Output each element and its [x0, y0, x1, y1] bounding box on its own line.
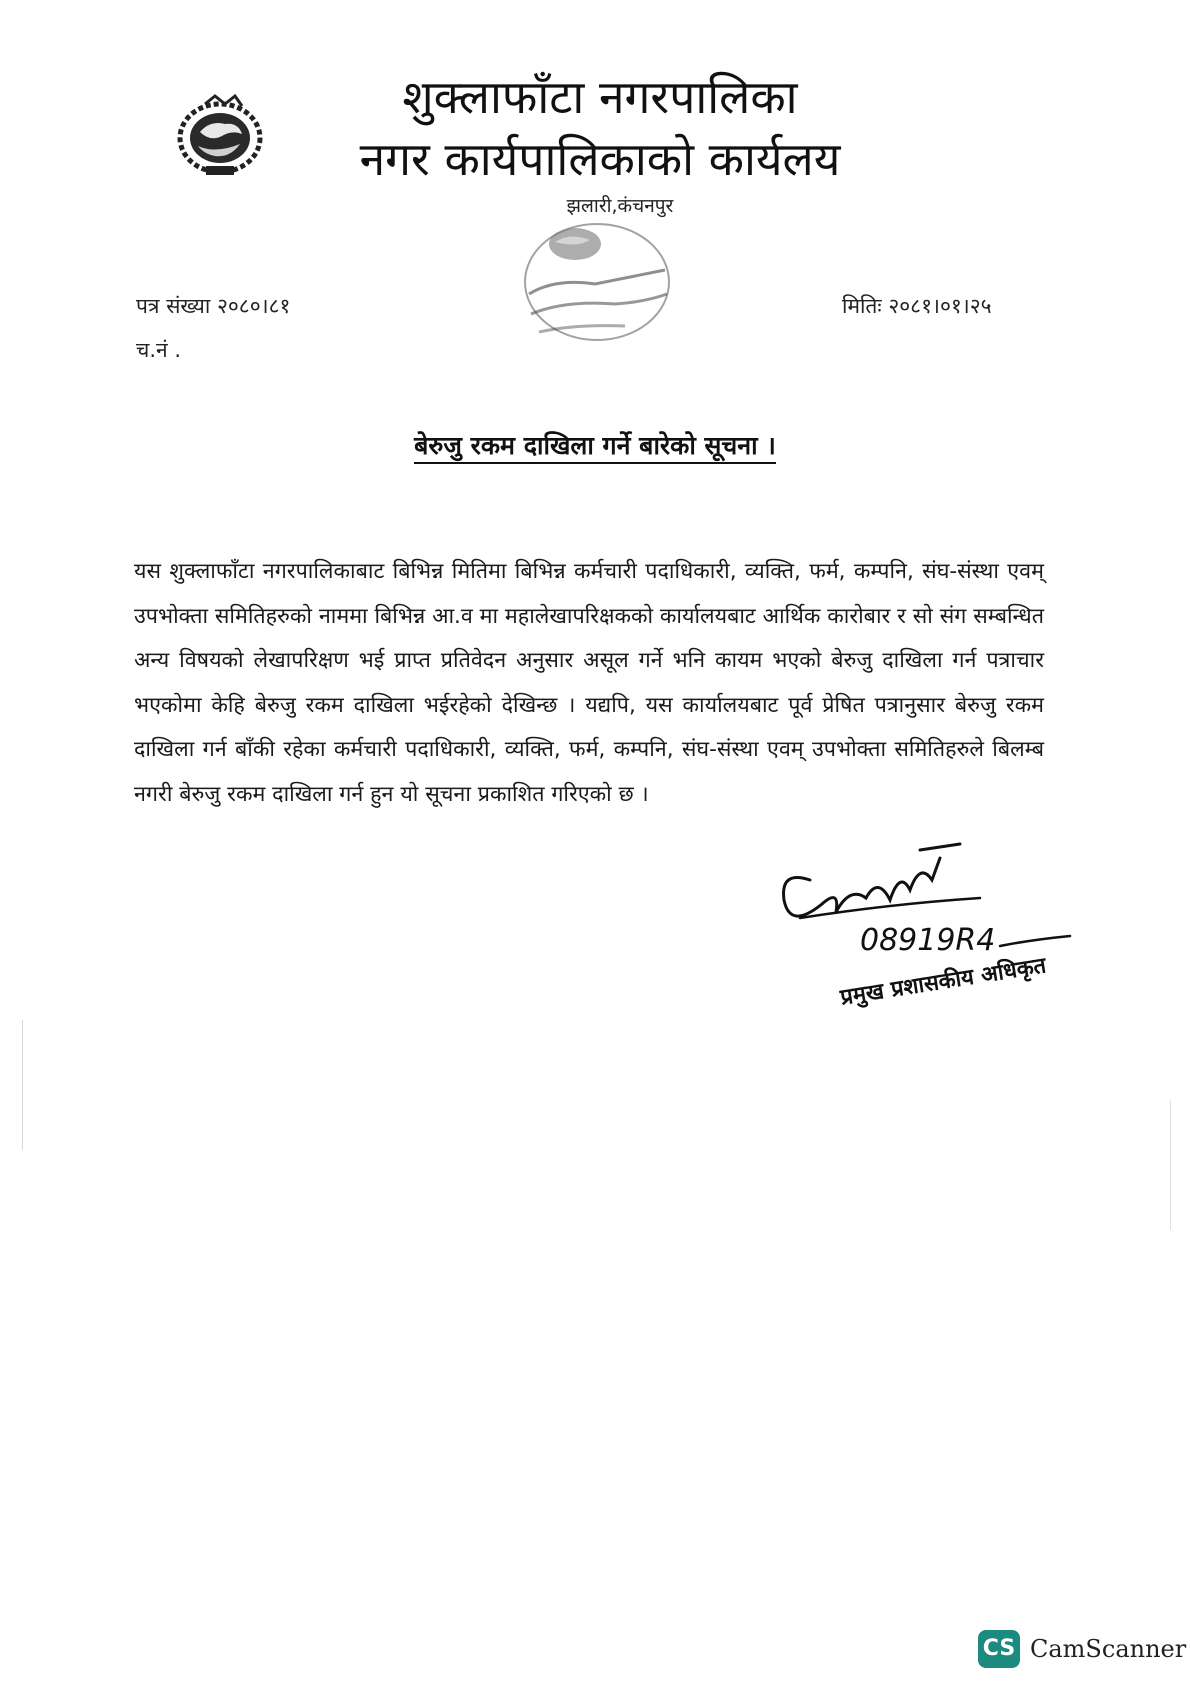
camscanner-watermark [978, 1630, 1186, 1668]
scan-edge-mark [22, 1020, 23, 1150]
office-letterhead [330, 66, 870, 190]
letter-date: मितिः २०८१।०१।२५ [842, 294, 992, 318]
office-stamp-icon [515, 214, 680, 344]
org-name: शुक्लाफाँटा नगरपालिका [402, 70, 798, 124]
camscanner-logo: CS [978, 1630, 1020, 1668]
notice-body: यस शुक्लाफाँटा नगरपालिकाबाट बिभिन्न मितिमा बिभिन्न कर्मचारी पदाधिकारी, व्यक्ति, फर्म, कम्पनि, संघ-संस्था एवम् उपभोक्ता समितिहरुको नाममा बिभिन्न आ.व मा महालेखापरिक्षकको कार्यालयबाट आर्थिक कारोबार र सो संग सम्बन्धित अन्य विषयको लेखापरिक्षण भई प्राप्त प्रतिवेदन अनुसार असूल गर्ने भनि कायम भएको बेरुजु दाखिला गर्न पत्राचार भएकोमा केहि बेरुजु रकम दाखिला भईरहेको देखिन्छ । यद्यपि, यस कार्यालयबाट पूर्व प्रेषित पत्रानुसार बेरुजु रकम दाखिला गर्न बाँकी रहेका कर्मचारी पदाधिकारी, व्यक्ति, फर्म, कम्पनि, संघ-संस्था एवम् उपभोक्ता समितिहरुले बिलम्ब नगरी बेरुजु रकम दाखिला गर्न हुन यो सूचना प्रकाशित गरिएको छ । [134, 559, 1044, 807]
signatory-designation: प्रमुख प्रशासकीय अधिकृत [838, 953, 1048, 1011]
notice-subject [240, 428, 950, 462]
camscanner-label: CamScanner [1030, 1635, 1187, 1663]
nepal-emblem-icon [170, 92, 270, 180]
office-address: झलारी,कंचनपुर [566, 195, 674, 217]
scan-edge-mark [1170, 1100, 1171, 1230]
office-name: नगर कार्यपालिकाको कार्यलय [359, 132, 841, 186]
notice-subject-text: बेरुजु रकम दाखिला गर्ने बारेको सूचना । [414, 431, 776, 464]
handwritten-date: 08919R4 [860, 923, 996, 958]
letter-number: पत्र संख्या २०८०।८१ [136, 294, 291, 318]
dispatch-number: च.नं . [136, 338, 182, 362]
